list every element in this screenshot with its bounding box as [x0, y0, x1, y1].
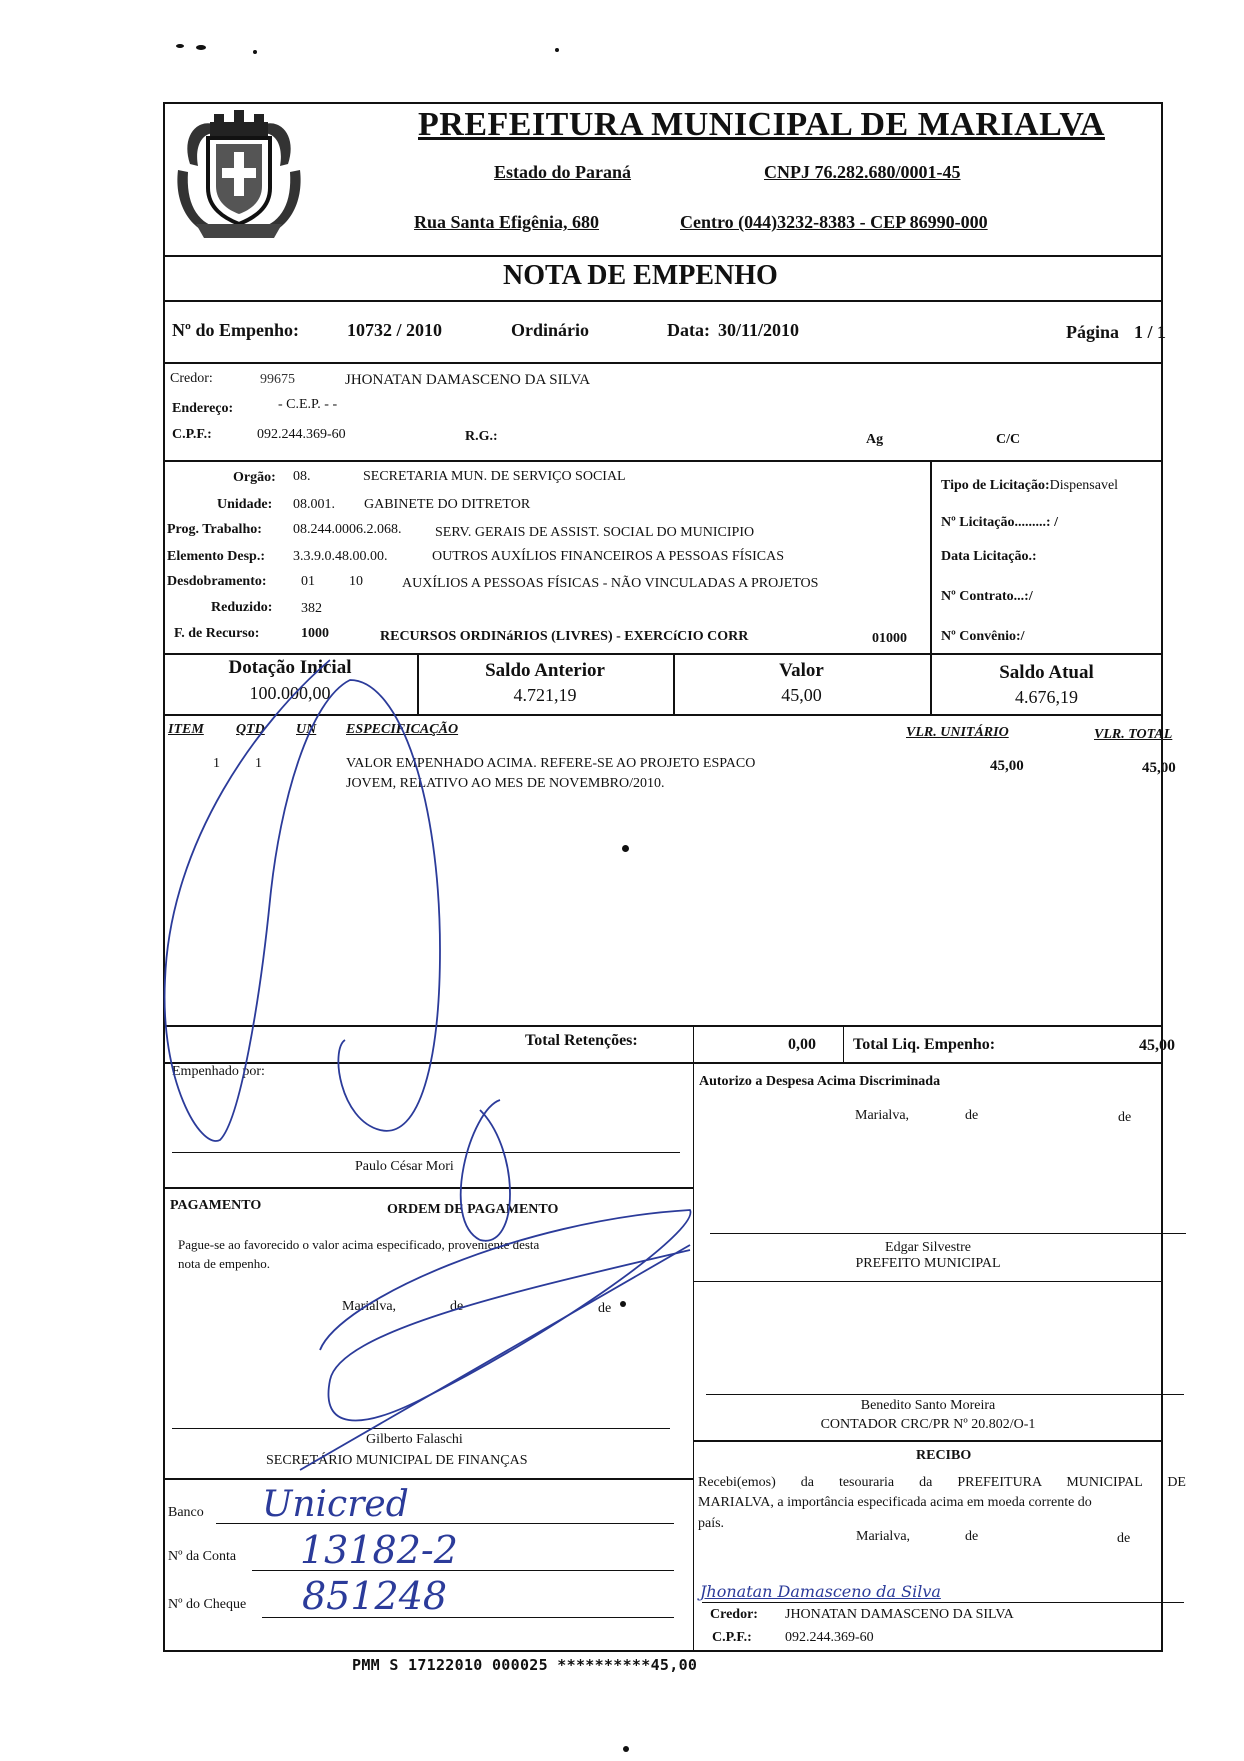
autorizo-label: Autorizo a Despesa Acima Discriminada — [699, 1074, 941, 1089]
empenhado-por-label: Empenhado por: — [172, 1064, 265, 1079]
authentication-stamp: PMM S 17122010 000025 **********45,00 — [352, 1656, 698, 1674]
creditor-code: 99675 — [260, 372, 295, 387]
item-description-line-1: VALOR EMPENHADO ACIMA. REFERE-SE AO PROJETO ESPACO — [346, 756, 756, 771]
reduzido-value: 382 — [301, 601, 322, 616]
licitacao-type-label: Tipo de Licitação: — [941, 478, 1050, 493]
valor-label: Valor — [779, 660, 824, 681]
elemento-code: 3.3.9.0.48.00.00. — [293, 549, 388, 564]
empenhado-por-name: Paulo César Mori — [355, 1159, 454, 1174]
contador-title: CONTADOR CRC/PR Nº 20.802/O-1 — [820, 1417, 1036, 1432]
recibo-credor-name: JHONATAN DAMASCENO DA SILVA — [785, 1607, 1014, 1622]
prefeito-name: Edgar Silvestre — [885, 1240, 971, 1255]
prefeito-title: PREFEITO MUNICIPAL — [855, 1256, 1001, 1271]
cpf-value: 092.244.369-60 — [257, 427, 346, 442]
autorizo-city: Marialva, — [855, 1108, 910, 1123]
desdobramento-label: Desdobramento: — [167, 574, 267, 589]
bank-label: Banco — [168, 1505, 204, 1520]
item-description-line-2: JOVEM, RELATIVO AO MES DE NOVEMBRO/2010. — [346, 776, 665, 791]
dotacao-value: 100.000,00 — [249, 683, 331, 703]
cheque-handwritten: 851248 — [302, 1574, 448, 1618]
empenho-number-label: Nº do Empenho: — [172, 320, 299, 340]
autorizo-de-2: de — [1118, 1110, 1132, 1125]
address-label: Endereço: — [172, 401, 234, 416]
unidade-code: 08.001. — [293, 497, 335, 512]
fonte-recurso-label: F. de Recurso: — [174, 626, 260, 641]
col-header-item: ITEM — [168, 722, 204, 737]
recibo-label: RECIBO — [916, 1448, 972, 1463]
address-value: - C.E.P. - - — [278, 397, 338, 412]
programa-code: 08.244.0006.2.068. — [293, 522, 402, 537]
item-number: 1 — [213, 756, 220, 771]
pagamento-de-2: de — [598, 1301, 612, 1316]
licitacao-type-value: Dispensavel — [1049, 478, 1119, 493]
item-unit-value: 45,00 — [990, 758, 1024, 774]
item-quantity: 1 — [255, 756, 262, 771]
pagamento-label: PAGAMENTO — [170, 1198, 262, 1213]
recibo-text-line-3: país. — [698, 1516, 725, 1531]
empenho-type: Ordinário — [511, 320, 590, 340]
recibo-signature: Jhonatan Damasceno da Silva — [700, 1582, 941, 1601]
orgao-code: 08. — [293, 469, 311, 484]
cheque-label: Nº do Cheque — [168, 1597, 247, 1612]
elemento-label: Elemento Desp.: — [167, 549, 265, 564]
fonte-recurso-value: RECURSOS ORDINáRIOS (LIVRES) - EXERCíCIO CORR — [380, 629, 749, 644]
header-title: PREFEITURA MUNICIPAL DE MARIALVA — [418, 106, 1105, 143]
recibo-cpf-label: C.P.F.: — [712, 1630, 752, 1645]
item-total-value: 45,00 — [1142, 760, 1176, 776]
empenho-number: 10732 / 2010 — [347, 320, 443, 340]
col-header-valor-unitario: VLR. UNITÁRIO — [906, 725, 1009, 740]
account-handwritten: 13182-2 — [300, 1528, 458, 1572]
secretario-title: SECRETÁRIO MUNICIPAL DE FINANÇAS — [266, 1453, 528, 1468]
page-label: Página — [1066, 322, 1120, 342]
pagamento-text-line-2: nota de empenho. — [178, 1256, 271, 1271]
pagamento-text-line-1: Pague-se ao favorecido o valor acima especificado, proveniente desta — [178, 1237, 540, 1252]
programa-value: SERV. GERAIS DE ASSIST. SOCIAL DO MUNICIPIO — [435, 525, 755, 540]
fonte-recurso-code-2: 01000 — [872, 631, 907, 646]
header-cnpj: CNPJ 76.282.680/0001-45 — [764, 162, 961, 182]
ordem-pagamento-label: ORDEM DE PAGAMENTO — [387, 1202, 559, 1217]
creditor-name: JHONATAN DAMASCENO DA SILVA — [345, 372, 591, 388]
recibo-de-1: de — [965, 1529, 979, 1544]
col-header-qtd: QTD — [236, 722, 265, 737]
orgao-value: SECRETARIA MUN. DE SERVIÇO SOCIAL — [363, 469, 626, 484]
current-account-label: C/C — [996, 432, 1021, 447]
page-number: 1 / 1 — [1134, 322, 1167, 342]
convenio-number: Nº Convênio:/ — [941, 629, 1025, 644]
licitacao-number: Nº Licitação.........: / — [941, 515, 1058, 530]
programa-label: Prog. Trabalho: — [167, 522, 262, 537]
col-header-valor-total: VLR. TOTAL — [1094, 727, 1173, 742]
licitacao-date: Data Licitação.: — [941, 549, 1037, 564]
empenho-date: 30/11/2010 — [718, 320, 800, 340]
fonte-recurso-code: 1000 — [301, 626, 329, 641]
rg-label: R.G.: — [465, 429, 498, 444]
header-contact: Centro (044)3232-8383 - CEP 86990-000 — [680, 212, 988, 232]
total-retencoes-value: 0,00 — [788, 1036, 816, 1053]
recibo-text-line-2: MARIALVA, a importância especificada acima em moeda corrente do — [698, 1495, 1092, 1510]
account-label: Nº da Conta — [168, 1549, 237, 1564]
cpf-label: C.P.F.: — [172, 427, 212, 442]
recibo-credor-label: Credor: — [710, 1607, 758, 1622]
recibo-cpf-value: 092.244.369-60 — [785, 1630, 874, 1645]
bank-handwritten: Unicred — [262, 1484, 409, 1525]
dotacao-label: Dotação Inicial — [228, 657, 352, 678]
valor-value: 45,00 — [781, 685, 822, 705]
saldo-anterior-value: 4.721,19 — [513, 685, 577, 705]
document-title: NOTA DE EMPENHO — [503, 260, 778, 291]
recibo-de-2: de — [1117, 1531, 1131, 1546]
unidade-value: GABINETE DO DITRETOR — [364, 497, 531, 512]
total-retencoes-label: Total Retenções: — [525, 1032, 638, 1049]
saldo-anterior-label: Saldo Anterior — [485, 660, 605, 681]
header-state: Estado do Paraná — [494, 162, 632, 182]
autorizo-de-1: de — [965, 1108, 979, 1123]
header-address: Rua Santa Efigênia, 680 — [414, 212, 600, 232]
secretario-name: Gilberto Falaschi — [366, 1432, 463, 1447]
orgao-label: Orgão: — [233, 470, 276, 485]
pagamento-de-1: de — [450, 1299, 464, 1314]
desdobramento-code: 01 — [301, 574, 315, 589]
total-liquido-label: Total Liq. Empenho: — [853, 1036, 996, 1053]
empenho-date-label: Data: — [667, 320, 710, 340]
bank-agency-label: Ag — [866, 432, 884, 447]
col-header-un: UN — [296, 722, 317, 737]
contract-number: Nº Contrato...:/ — [941, 589, 1033, 604]
reduzido-label: Reduzido: — [211, 600, 273, 615]
saldo-atual-value: 4.676,19 — [1015, 687, 1078, 707]
desdobramento-value: AUXÍLIOS A PESSOAS FÍSICAS - NÃO VINCULADAS A PROJETOS — [402, 576, 819, 591]
creditor-label: Credor: — [170, 371, 213, 386]
saldo-atual-label: Saldo Atual — [999, 662, 1094, 683]
elemento-value: OUTROS AUXÍLIOS FINANCEIROS A PESSOAS FÍSICAS — [432, 549, 785, 564]
unidade-label: Unidade: — [217, 497, 273, 512]
contador-name: Benedito Santo Moreira — [860, 1398, 996, 1413]
pagamento-city: Marialva, — [342, 1299, 397, 1314]
recibo-city: Marialva, — [856, 1529, 911, 1544]
desdobramento-code-2: 10 — [349, 574, 363, 589]
recibo-text-line-1: Recebi(emos) da tesouraria da PREFEITURA MUNICIPAL DE — [698, 1475, 1186, 1490]
total-liquido-value: 45,00 — [1139, 1037, 1175, 1054]
col-header-especificacao: ESPECIFICAÇÃO — [346, 722, 459, 737]
